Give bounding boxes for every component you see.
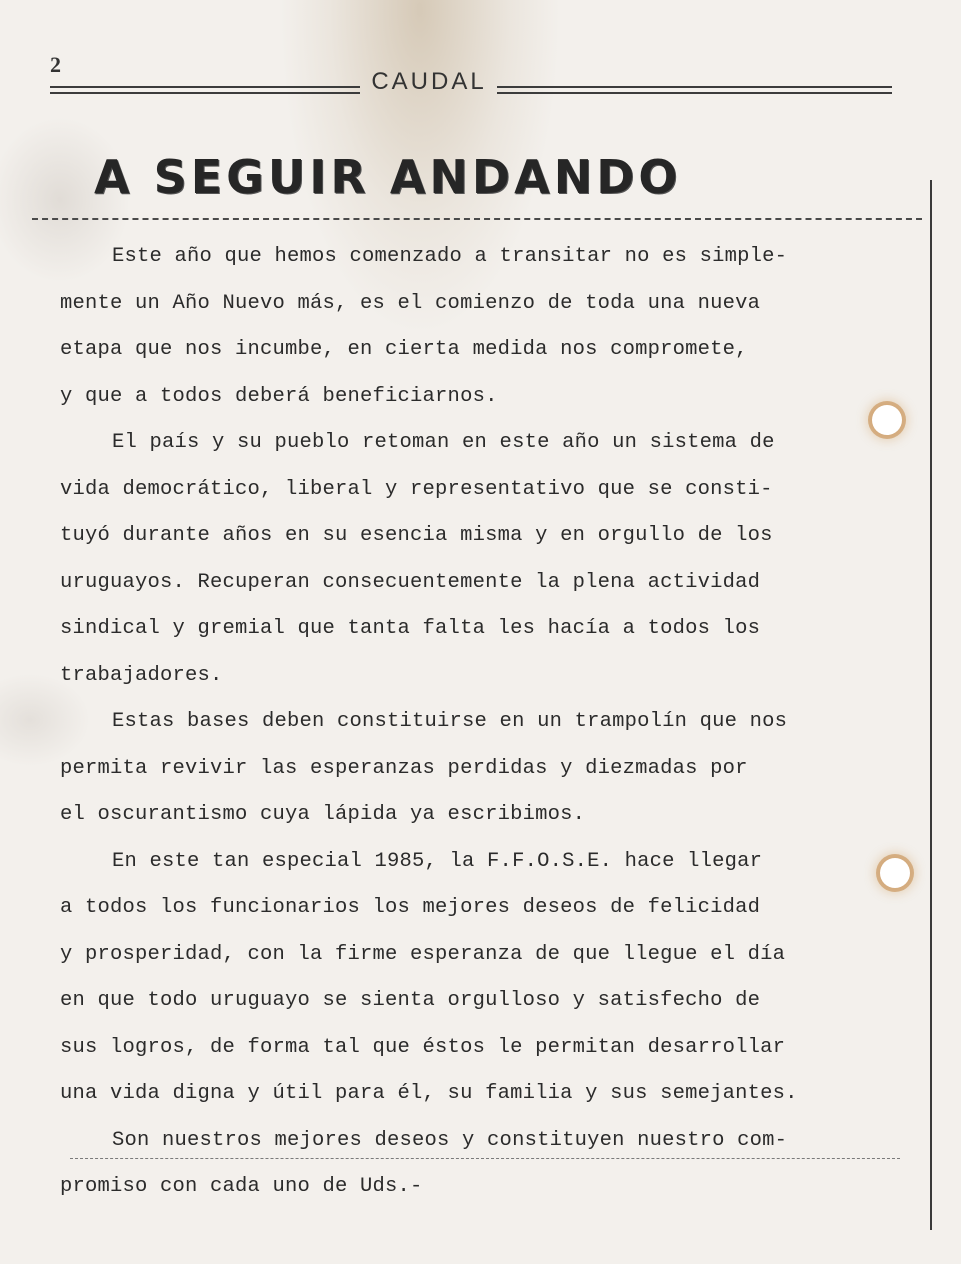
article-line: En este tan especial 1985, la F.F.O.S.E. hace llegar [112,849,763,873]
masthead-rule-left [50,86,360,94]
article-line: sus logros, de forma tal que éstos le permitan desarrollar [60,1035,786,1059]
title-divider [32,218,922,220]
article-line: mente un Año Nuevo más, es el comienzo de toda una nueva [60,291,761,315]
article-line: trabajadores. [60,663,223,687]
article-line: tuyó durante años en su esencia misma y en orgullo de los [60,524,773,547]
article-line: El país y su pueblo retoman en este año un sistema de [112,431,775,454]
article-line: en que todo uruguayo se sienta orgulloso y satisfecho de [60,989,761,1012]
article-line: sindical y gremial que tanta falta les hacía a todos los [60,617,761,640]
article-line: a todos los funcionarios los mejores deseos de felicidad [60,896,761,919]
article-headline: A SEGUIR ANDANDO [94,150,682,204]
article-line: una vida digna y útil para él, su familia y sus semejantes. [60,1082,798,1105]
article-line: vida democrático, liberal y representativo que se consti- [60,477,773,501]
strikethrough-mark [70,1158,900,1159]
article-line: Este año que hemos comenzado a transitar no es simple- [112,245,788,268]
article-line: y que a todos deberá beneficiarnos. [60,384,498,408]
margin-rule [930,180,932,1230]
article-line: etapa que nos incumbe, en cierta medida nos compromete, [60,338,748,361]
article-line: uruguayos. Recuperan consecuentemente la plena actividad [60,570,761,594]
article-line: el oscurantismo cuya lápida ya escribimos. [60,803,586,826]
masthead-title: CAUDAL [371,68,487,95]
article-line: Son nuestros mejores deseos y constituyen nuestro com- [112,1128,788,1152]
article-line: promiso con cada uno de Uds.- [60,1175,423,1198]
article-line: y prosperidad, con la firme esperanza de que llegue el día [60,942,786,966]
article-line: Estas bases deben constituirse en un trampolín que nos [112,710,788,733]
page-number: 2 [50,52,61,77]
article-body [60,234,910,1211]
masthead-rule-right [497,86,892,94]
article-line: permita revivir las esperanzas perdidas y diezmadas por [60,756,748,780]
